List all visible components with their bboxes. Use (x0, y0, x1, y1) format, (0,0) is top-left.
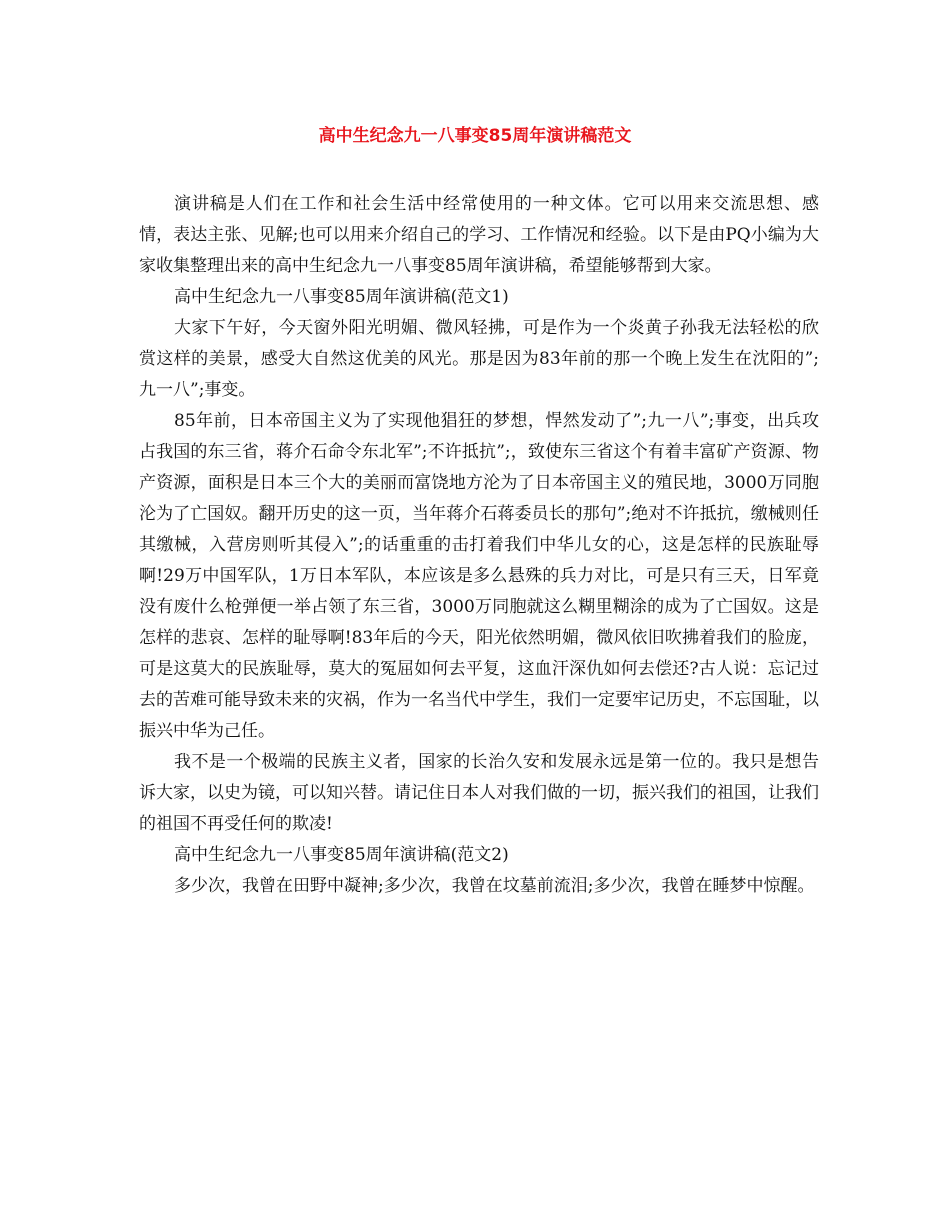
body-paragraph: 我不是一个极端的民族主义者，国家的长治久安和发展永远是第一位的。我只是想告诉大家，以史为镜，可以知兴替。请记住日本人对我们做的一切，振兴我们的祖国，让我们的祖国不再受任何的欺凌! (139, 752, 819, 834)
body-paragraph: 多少次，我曾在田野中凝神;多少次，我曾在坟墓前流泪;多少次，我曾在睡梦中惊醒。 (174, 876, 815, 896)
document-title: 高中生纪念九一八事变85周年演讲稿范文 (318, 126, 632, 146)
document-body (139, 189, 819, 902)
body-paragraph: 85年前，日本帝国主义为了实现他猖狂的梦想，悍然发动了”;九一八”;事变，出兵攻占我国的东三省，蒋介石命令东北军”;不许抵抗”;，致使东三省这个有着丰富矿产资源、物产资源，面积是日本三个大的美丽而富饶地方沦为了日本帝国主义的殖民地，3000万同胞沦为了亡国奴。翻开历史的这一页，当年蒋介石蒋委员长的那句”;绝对不许抵抗，缴械则任其缴械，入营房则听其侵入”;的话重重的击打着我们中华儿女的心，这是怎样的民族耻辱啊!29万中国军队，1万日本军队，本应该是多么悬殊的兵力对比，可是只有三天，日军竟没有废什么枪弹便一举占领了东三省，3000万同胞就这么糊里糊涂的成为了亡国奴。这是怎样的悲哀、怎样的耻辱啊!83年后的今天，阳光依然明媚，微风依旧吹拂着我们的脸庞，可是这莫大的民族耻辱，莫大的冤屈如何去平复，这血汗深仇如何去偿还?古人说：忘记过去的苦难可能导致未来的灾祸，作为一名当代中学生，我们一定要牢记历史，不忘国耻，以振兴中华为己任。 (139, 411, 819, 741)
section-heading-2: 高中生纪念九一八事变85周年演讲稿(范文2) (174, 845, 509, 865)
intro-paragraph: 演讲稿是人们在工作和社会生活中经常使用的一种文体。它可以用来交流思想、感情，表达主张、见解;也可以用来介绍自己的学习、工作情况和经验。以下是由PQ小编为大家收集整理出来的高中生纪念九一八事变85周年演讲稿，希望能够帮到大家。 (139, 194, 819, 276)
body-paragraph: 大家下午好，今天窗外阳光明媚、微风轻拂，可是作为一个炎黄子孙我无法轻松的欣赏这样的美景，感受大自然这优美的风光。那是因为83年前的那一个晚上发生在沈阳的”;九一八”;事变。 (139, 318, 819, 400)
section-heading-1: 高中生纪念九一八事变85周年演讲稿(范文1) (174, 287, 509, 307)
